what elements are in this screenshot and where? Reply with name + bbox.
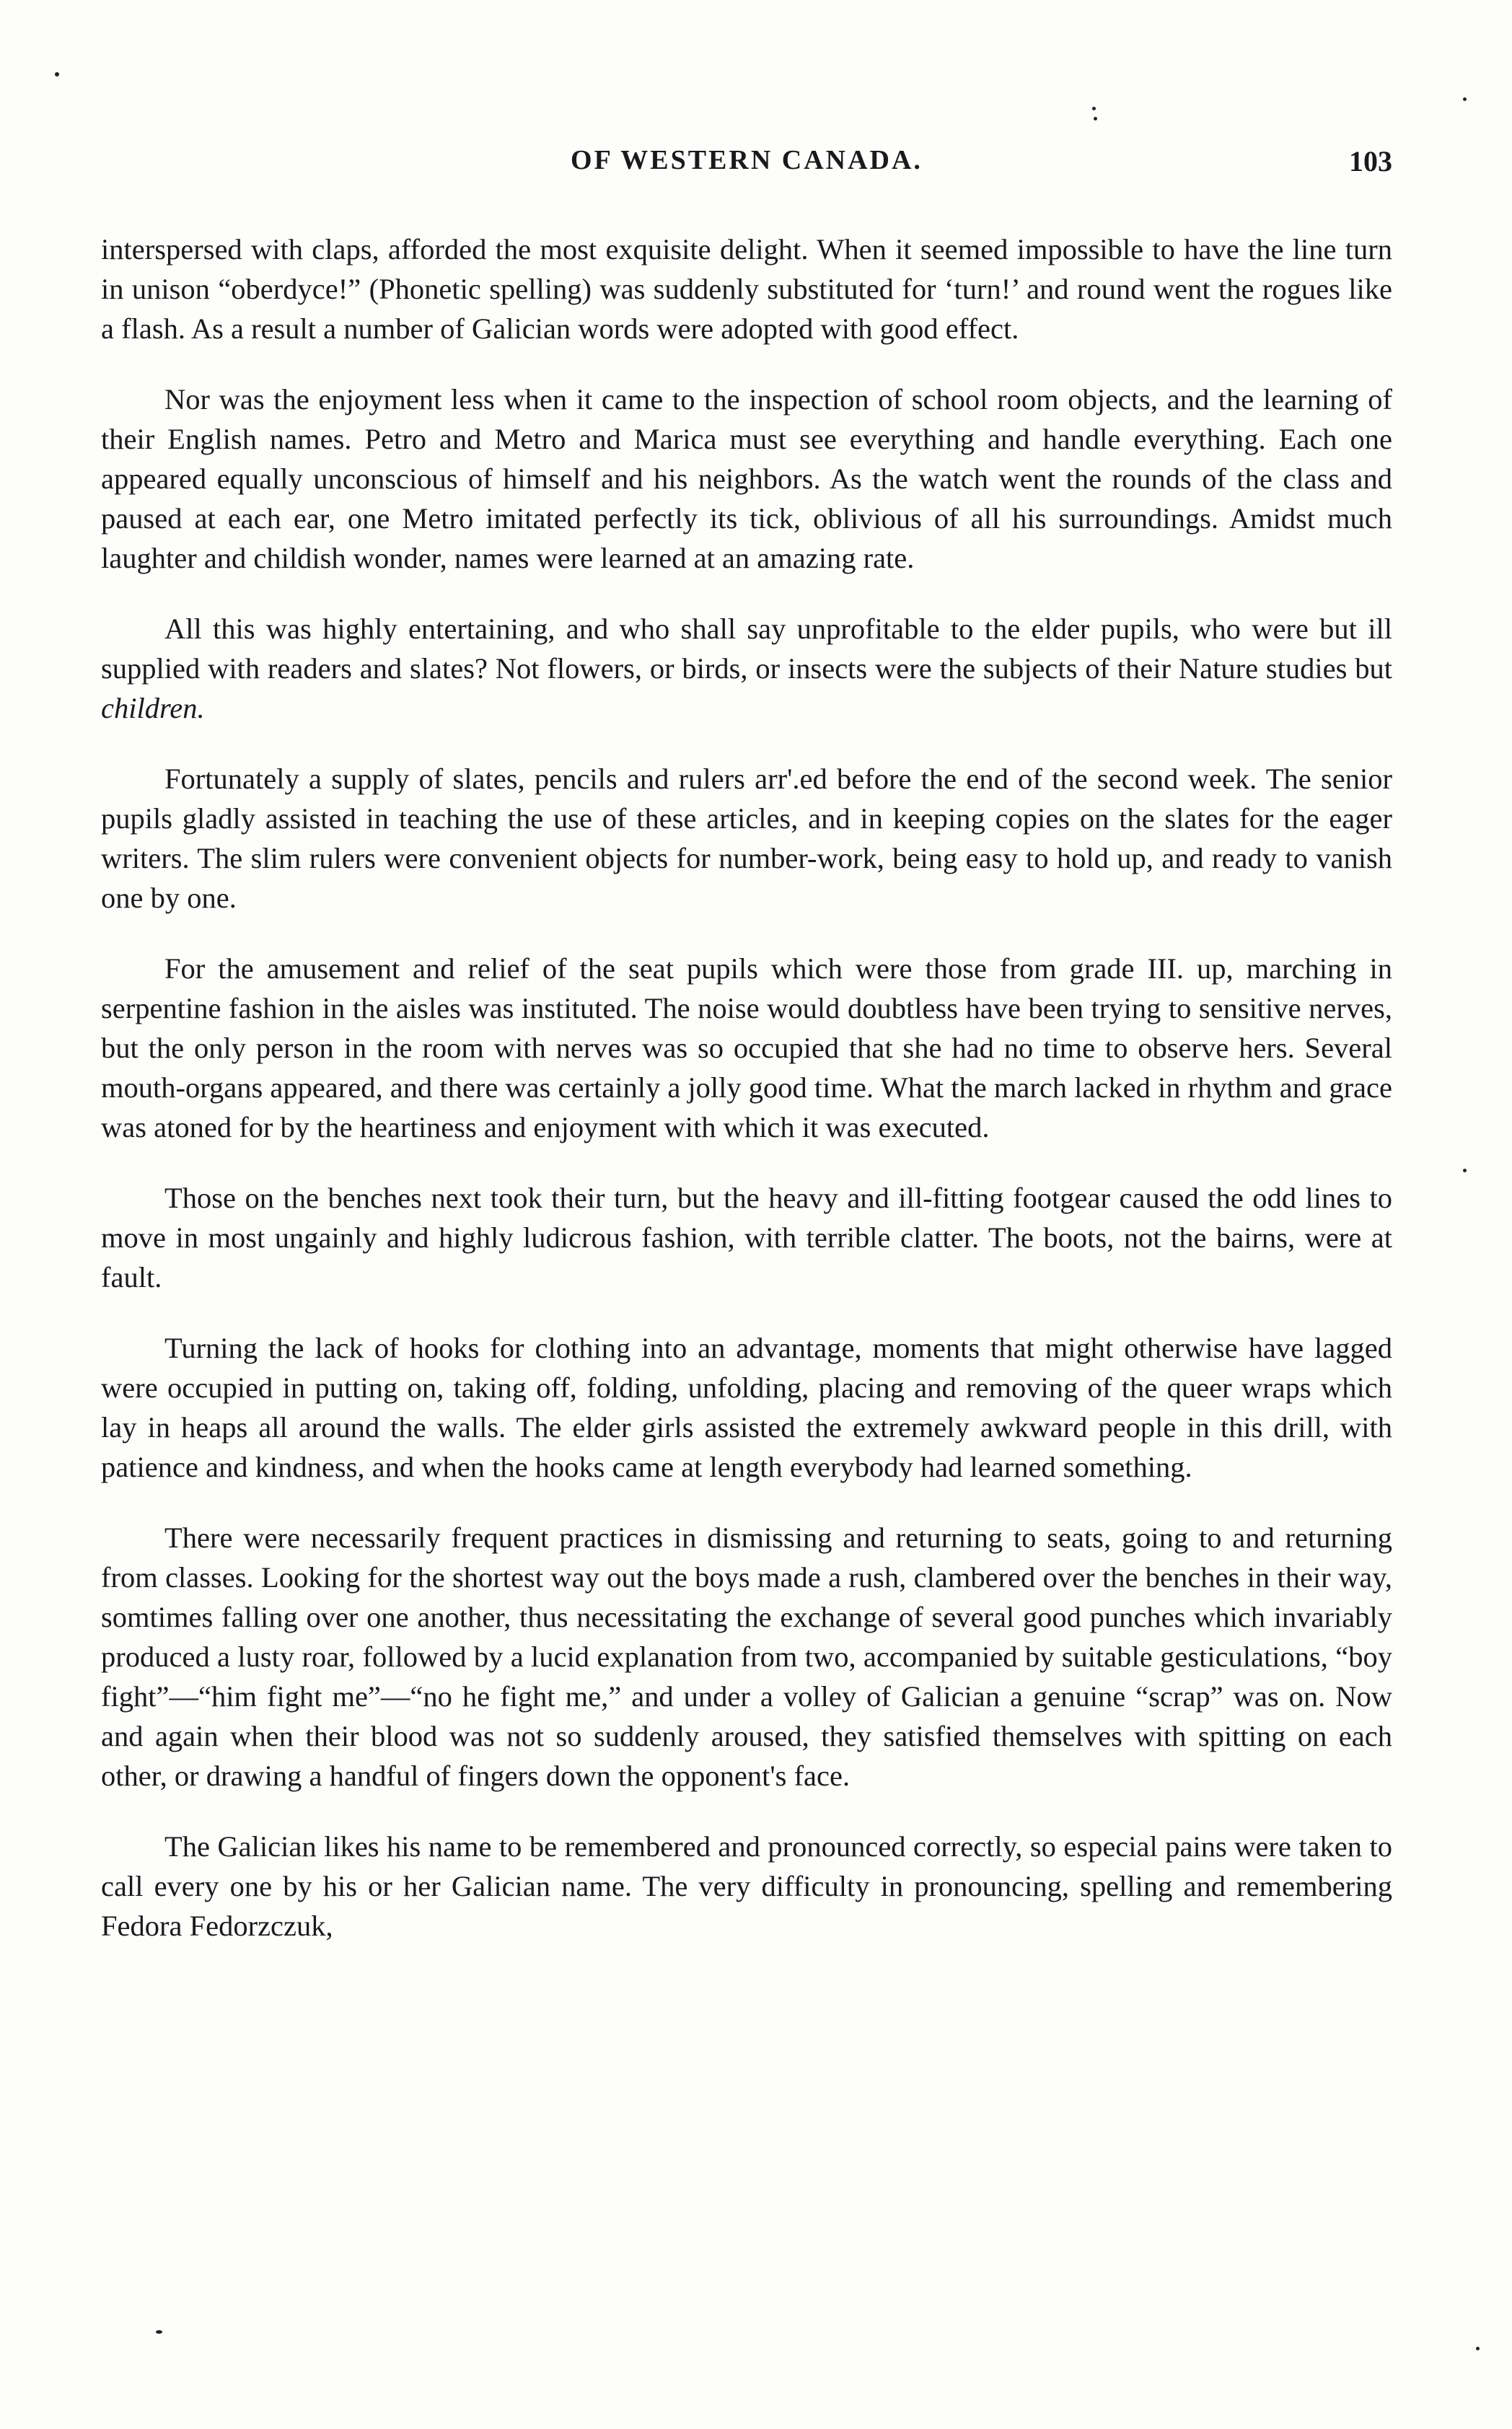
print-speck: [156, 2330, 162, 2334]
paragraph-3-text: All this was highly entertaining, and who shall say unprofitable to the elder pupils, who were but ill supplied with readers and slates? Not flowers, or birds, or insects were the subjects of their Nature studies but: [101, 612, 1392, 685]
paragraph-2: Nor was the enjoyment less when it came to the inspection of school room objects, and the learning of their English names. Petro and Metro and Marica must see everything and handle everything. Each one appeared equally unconscious of himself and his neighbors. As the watch went the rounds of the class and paused at each ear, one Metro imitated perfectly its tick, oblivious of all his surroundings. Amidst much laughter and childish wonder, names were learned at an amazing rate.: [101, 383, 1392, 574]
print-speck: [1463, 97, 1467, 101]
running-head: [101, 144, 1392, 188]
paragraph-3-emphasis: children.: [101, 692, 205, 724]
page-number: 103: [1349, 145, 1392, 177]
paragraph-7: Turning the lack of hooks for clothing into an advantage, moments that might otherwise have lagged were occupied in putting on, taking off, folding, unfolding, placing and removing of the queer wraps which lay in heaps all around the walls. The elder girls assisted the extremely awkward people in this drill, with patience and kindness, and when the hooks came at length everybody had learned something.: [101, 1332, 1392, 1483]
paragraph-1: interspersed with claps, afforded the most exquisite delight. When it seemed impossible to have the line turn in unison “oberdyce!” (Phonetic spelling) was suddenly substituted for ‘turn!’ and round went the rogues like a flash. As a result a number of Galician words were adopted with good effect.: [101, 233, 1392, 345]
paragraph-3: [101, 609, 1392, 728]
body-text: [101, 229, 1392, 1977]
paragraph-6: Those on the benches next took their turn, but the heavy and ill-fitting footgear caused the odd lines to move in most ungainly and highly ludicrous fashion, with terrible clatter. The boots, not the bairns, were at fault.: [101, 1182, 1392, 1293]
running-title: OF WESTERN CANADA.: [571, 145, 923, 175]
paragraph-9: The Galician likes his name to be remembered and pronounced correctly, so especial pains were taken to call every one by his or her Galician name. The very difficulty in pronouncing, spelling and remembering Fedora Fedorzczuk,: [101, 1830, 1392, 1942]
print-speck: [1463, 1169, 1467, 1172]
paragraph-8: There were necessarily frequent practices in dismissing and returning to seats, going to and returning from classes. Looking for the shortest way out the boys made a rush, clambered over the benches in their way, somtimes falling over one another, thus necessitating the exchange of several good punches which invariably produced a lusty roar, followed by a lucid explanation from two, accompanied by suitable gesticulations, “boy fight”—“him fight me”—“no he fight me,” and under a volley of Galician a genuine “scrap” was on. Now and again when their blood was not so suddenly aroused, they satisfied themselves with spitting on each other, or drawing a handful of fingers down the opponent's face.: [101, 1521, 1392, 1792]
paragraph-5: For the amusement and relief of the seat pupils which were those from grade III. up, marching in serpentine fashion in the aisles was instituted. The noise would doubtless have been trying to sensitive nerves, but the only person in the room with nerves was so occupied that she had no time to observe hers. Several mouth-organs appeared, and there was certainly a jolly good time. What the march lacked in rhythm and grace was atoned for by the heartiness and enjoyment with which it was executed.: [101, 952, 1392, 1143]
paragraph-4: Fortunately a supply of slates, pencils and rulers arr'.ed before the end of the second week. The senior pupils gladly assisted in teaching the use of these articles, and in keeping copies on the slates for the eager writers. The slim rulers were convenient objects for number-work, being easy to hold up, and ready to vanish one by one.: [101, 763, 1392, 914]
print-speck: [1092, 107, 1096, 110]
print-speck: [1476, 2347, 1480, 2350]
print-speck: [1094, 117, 1097, 120]
print-speck: [55, 72, 59, 76]
